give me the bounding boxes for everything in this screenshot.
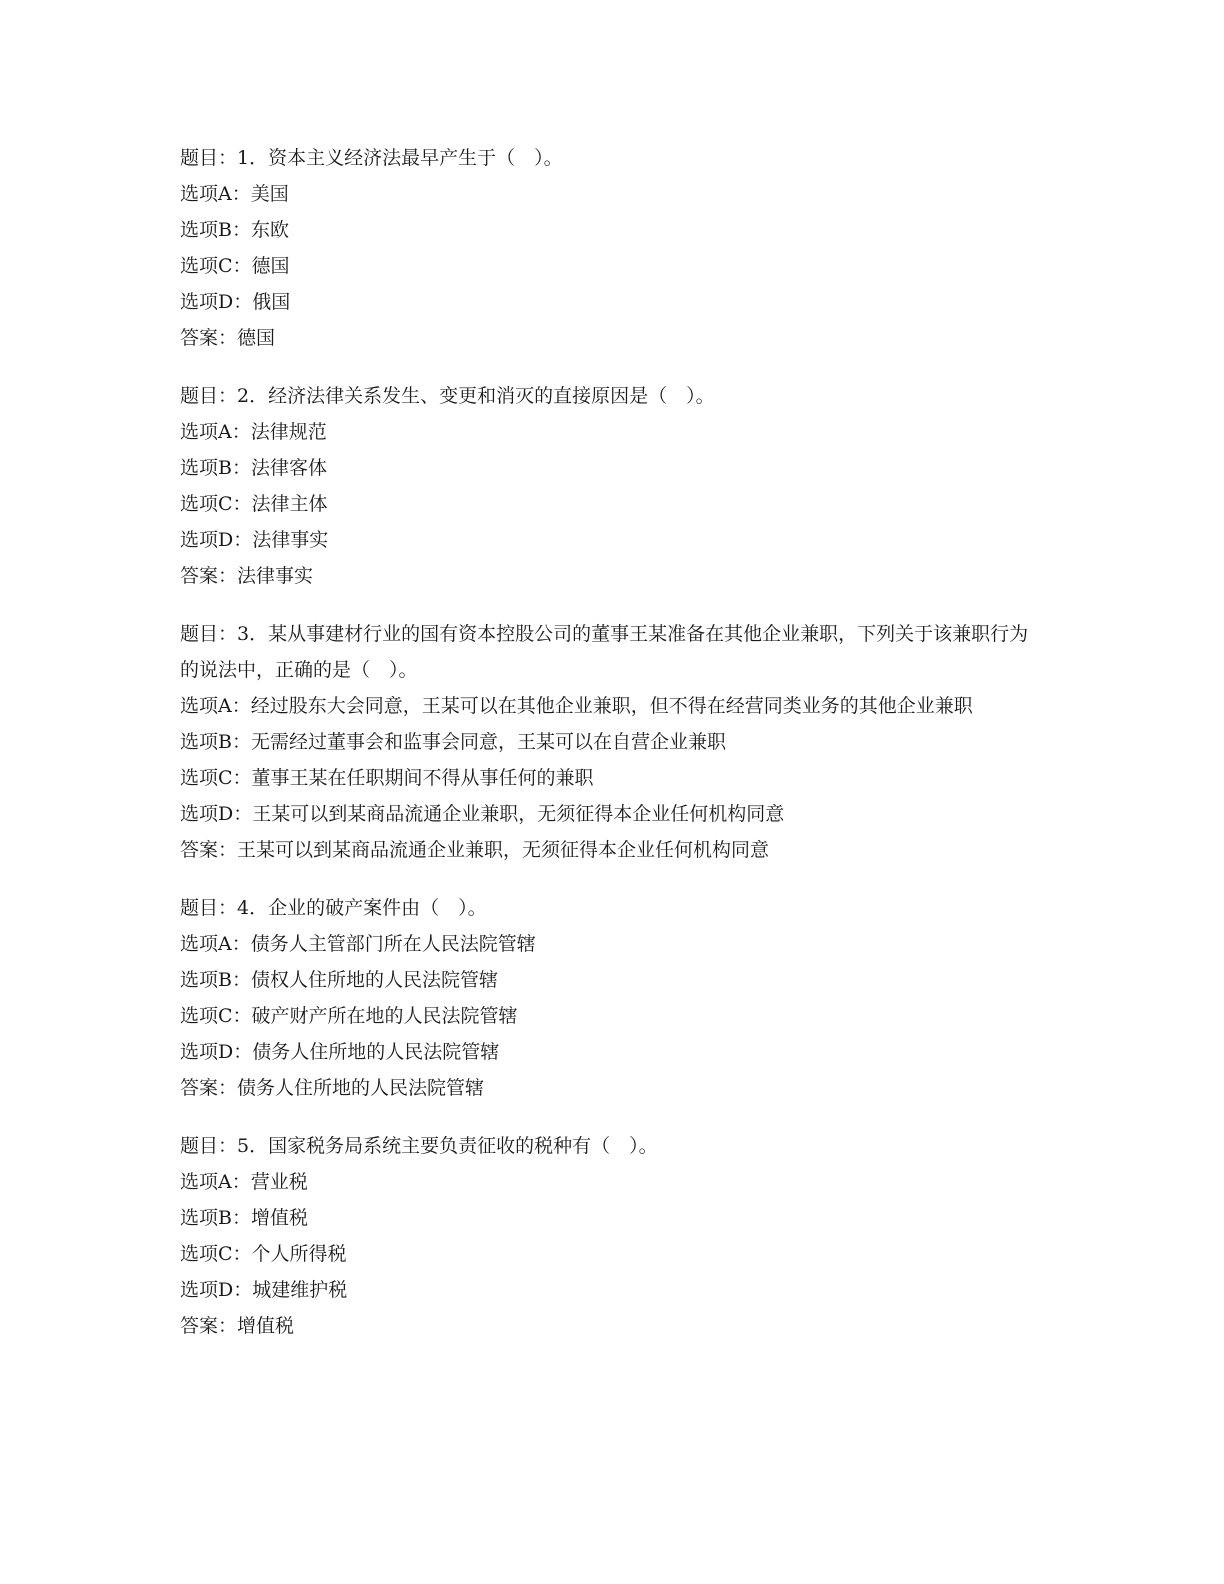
option-a: 选项A：法律规范 <box>180 421 327 443</box>
answer-line: 答案：王某可以到某商品流通企业兼职，无须征得本企业任何机构同意 <box>180 839 770 861</box>
option-c: 选项C：董事王某在任职期间不得从事任何的兼职 <box>180 767 594 789</box>
option-c: 选项C：法律主体 <box>180 493 328 515</box>
question-title: 题目：3．某从事建材行业的国有资本控股公司的董事王某准备在其他企业兼职，下列关于该兼职行为的说法中，正确的是（ ）。 <box>180 623 1029 681</box>
option-d: 选项D：法律事实 <box>180 529 329 551</box>
option-a: 选项A：营业税 <box>180 1171 308 1193</box>
option-c: 选项C：德国 <box>180 255 290 277</box>
option-c: 选项C：破产财产所在地的人民法院管辖 <box>180 1005 518 1027</box>
option-b: 选项B：法律客体 <box>180 457 327 479</box>
option-a: 选项A：美国 <box>180 183 289 205</box>
question-block <box>180 890 1040 1106</box>
option-b: 选项B：无需经过董事会和监事会同意，王某可以在自营企业兼职 <box>180 731 726 753</box>
option-a: 选项A：经过股东大会同意，王某可以在其他企业兼职，但不得在经营同类业务的其他企业兼职 <box>180 695 973 717</box>
option-d: 选项D：王某可以到某商品流通企业兼职，无须征得本企业任何机构同意 <box>180 803 785 825</box>
question-block <box>180 1128 1040 1344</box>
option-d: 选项D：债务人住所地的人民法院管辖 <box>180 1041 500 1063</box>
question-block <box>180 140 1040 356</box>
question-title: 题目：5．国家税务局系统主要负责征收的税种有（ ）。 <box>180 1135 658 1157</box>
question-title: 题目：1．资本主义经济法最早产生于（ ）。 <box>180 147 563 169</box>
answer-line: 答案：债务人住所地的人民法院管辖 <box>180 1077 485 1099</box>
option-b: 选项B：东欧 <box>180 219 289 241</box>
option-d: 选项D：城建维护税 <box>180 1279 348 1301</box>
document-page <box>180 140 1040 1366</box>
option-a: 选项A：债务人主管部门所在人民法院管辖 <box>180 933 536 955</box>
question-block <box>180 378 1040 594</box>
option-d: 选项D：俄国 <box>180 291 291 313</box>
answer-line: 答案：增值税 <box>180 1315 295 1337</box>
answer-line: 答案：德国 <box>180 327 276 349</box>
question-title: 题目：2．经济法律关系发生、变更和消灭的直接原因是（ ）。 <box>180 385 715 407</box>
option-c: 选项C：个人所得税 <box>180 1243 347 1265</box>
option-b: 选项B：债权人住所地的人民法院管辖 <box>180 969 498 991</box>
question-title: 题目：4．企业的破产案件由（ ）。 <box>180 897 487 919</box>
answer-line: 答案：法律事实 <box>180 565 314 587</box>
option-b: 选项B：增值税 <box>180 1207 308 1229</box>
question-block <box>180 616 1040 868</box>
